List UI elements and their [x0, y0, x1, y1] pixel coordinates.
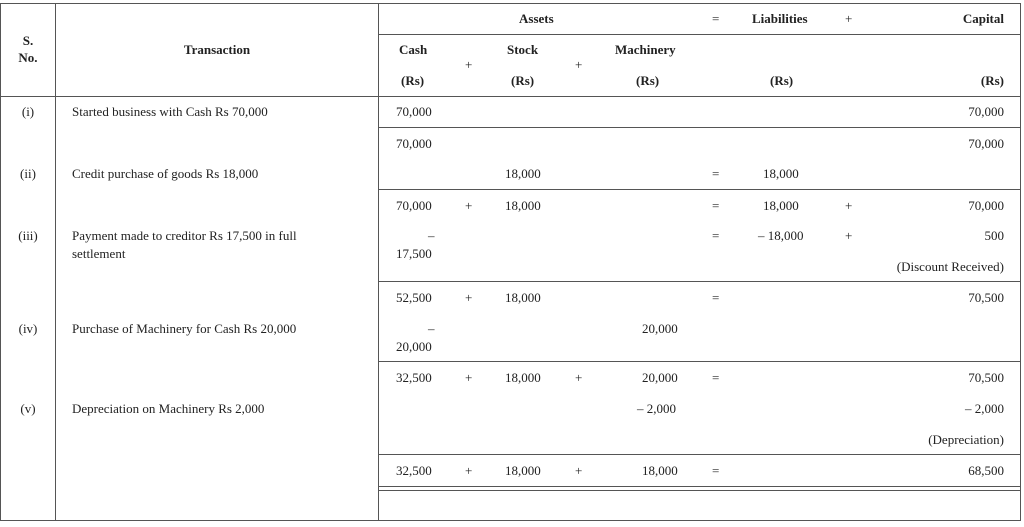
capital-unit: (Rs)	[980, 73, 1004, 88]
total-line-a	[378, 486, 1021, 487]
transaction-description: Credit purchase of goods Rs 18,000	[72, 166, 259, 181]
transaction-number: (iv)	[18, 321, 38, 336]
assets-header: Assets	[519, 11, 554, 26]
transaction-description-line1: Payment made to creditor Rs 17,500 in full	[72, 228, 297, 243]
capital-note: (Depreciation)	[928, 432, 1004, 447]
assets-row-line	[378, 34, 1021, 35]
stock-balance: 18,000	[505, 370, 541, 385]
stock-balance: 18,000	[505, 463, 541, 478]
sno-divider	[55, 3, 56, 521]
row-line-1	[378, 127, 1021, 128]
minus-sign: –	[428, 321, 435, 336]
capital-balance: 70,000	[968, 198, 1004, 213]
transaction-number: (ii)	[20, 166, 36, 181]
machinery-balance: 18,000	[642, 463, 678, 478]
sno-header-1: S.	[22, 33, 34, 48]
cash-value: 17,500	[396, 246, 432, 261]
cash-balance: 70,000	[396, 136, 432, 151]
machinery-balance: 20,000	[642, 370, 678, 385]
capital-value: 70,000	[968, 104, 1004, 119]
capital-balance: 70,500	[968, 290, 1004, 305]
cash-balance: 52,500	[396, 290, 432, 305]
transaction-description: Purchase of Machinery for Cash Rs 20,000	[72, 321, 297, 336]
border-bottom	[0, 520, 1021, 521]
transaction-description: Depreciation on Machinery Rs 2,000	[72, 401, 265, 416]
capital-value: – 2,000	[965, 401, 1004, 416]
cash-value: 70,000	[396, 104, 432, 119]
plus-header-2: +	[575, 57, 583, 72]
equals-sign: =	[712, 463, 720, 478]
equals-sign: =	[712, 290, 720, 305]
capital-balance: 68,500	[968, 463, 1004, 478]
border-top	[0, 3, 1021, 4]
liabilities-unit: (Rs)	[770, 73, 794, 88]
total-line-b	[378, 490, 1021, 491]
plus-header-1: +	[465, 57, 473, 72]
row-line-5	[378, 454, 1021, 455]
equals-sign: =	[712, 198, 720, 213]
stock-header: Stock	[507, 42, 539, 57]
stock-balance: 18,000	[505, 198, 541, 213]
capital-balance: 70,500	[968, 370, 1004, 385]
cash-balance: 70,000	[396, 198, 432, 213]
transaction-number: (i)	[21, 104, 35, 119]
equals-sign: =	[712, 228, 720, 243]
transaction-description: Started business with Cash Rs 70,000	[72, 104, 268, 119]
capital-value: 500	[984, 228, 1004, 243]
minus-sign: –	[428, 228, 435, 243]
capital-note: (Discount Received)	[896, 259, 1004, 274]
plus-sign: +	[575, 370, 583, 385]
equals-sign: =	[712, 166, 720, 181]
stock-balance: 18,000	[505, 290, 541, 305]
border-left	[0, 3, 1, 521]
border-right	[1020, 3, 1021, 521]
machinery-value: 20,000	[642, 321, 678, 336]
cash-balance: 32,500	[396, 370, 432, 385]
row-line-2	[378, 189, 1021, 190]
cash-value: 20,000	[396, 339, 432, 354]
stock-value: 18,000	[505, 166, 541, 181]
cash-header: Cash	[399, 42, 428, 57]
header-bottom-line	[0, 96, 1021, 97]
plus-sign: +	[845, 198, 853, 213]
machinery-unit: (Rs)	[636, 73, 660, 88]
plus-sign: +	[465, 463, 473, 478]
equals-sign: =	[712, 370, 720, 385]
capital-header: Capital	[962, 11, 1004, 26]
liabilities-balance: 18,000	[763, 198, 799, 213]
row-line-3	[378, 281, 1021, 282]
plus-sign: +	[845, 228, 853, 243]
liabilities-value: – 18,000	[758, 228, 804, 243]
transaction-divider	[378, 3, 379, 521]
liabilities-header: Liabilities	[752, 11, 808, 26]
stock-unit: (Rs)	[511, 73, 535, 88]
equals-header: =	[712, 11, 720, 26]
cash-balance: 32,500	[396, 463, 432, 478]
transaction-number: (v)	[20, 401, 36, 416]
machinery-header: Machinery	[615, 42, 676, 57]
transaction-description-line2: settlement	[72, 246, 126, 261]
capital-balance: 70,000	[968, 136, 1004, 151]
sno-header-2: No.	[18, 50, 38, 65]
plus-sign: +	[465, 290, 473, 305]
plus-sign: +	[575, 463, 583, 478]
plus-sign: +	[465, 198, 473, 213]
row-line-4	[378, 361, 1021, 362]
transaction-number: (iii)	[18, 228, 38, 243]
plus-sign: +	[465, 370, 473, 385]
transaction-header: Transaction	[183, 42, 251, 57]
machinery-value: – 2,000	[637, 401, 676, 416]
plus-header: +	[845, 11, 853, 26]
liabilities-value: 18,000	[763, 166, 799, 181]
cash-unit: (Rs)	[401, 73, 425, 88]
